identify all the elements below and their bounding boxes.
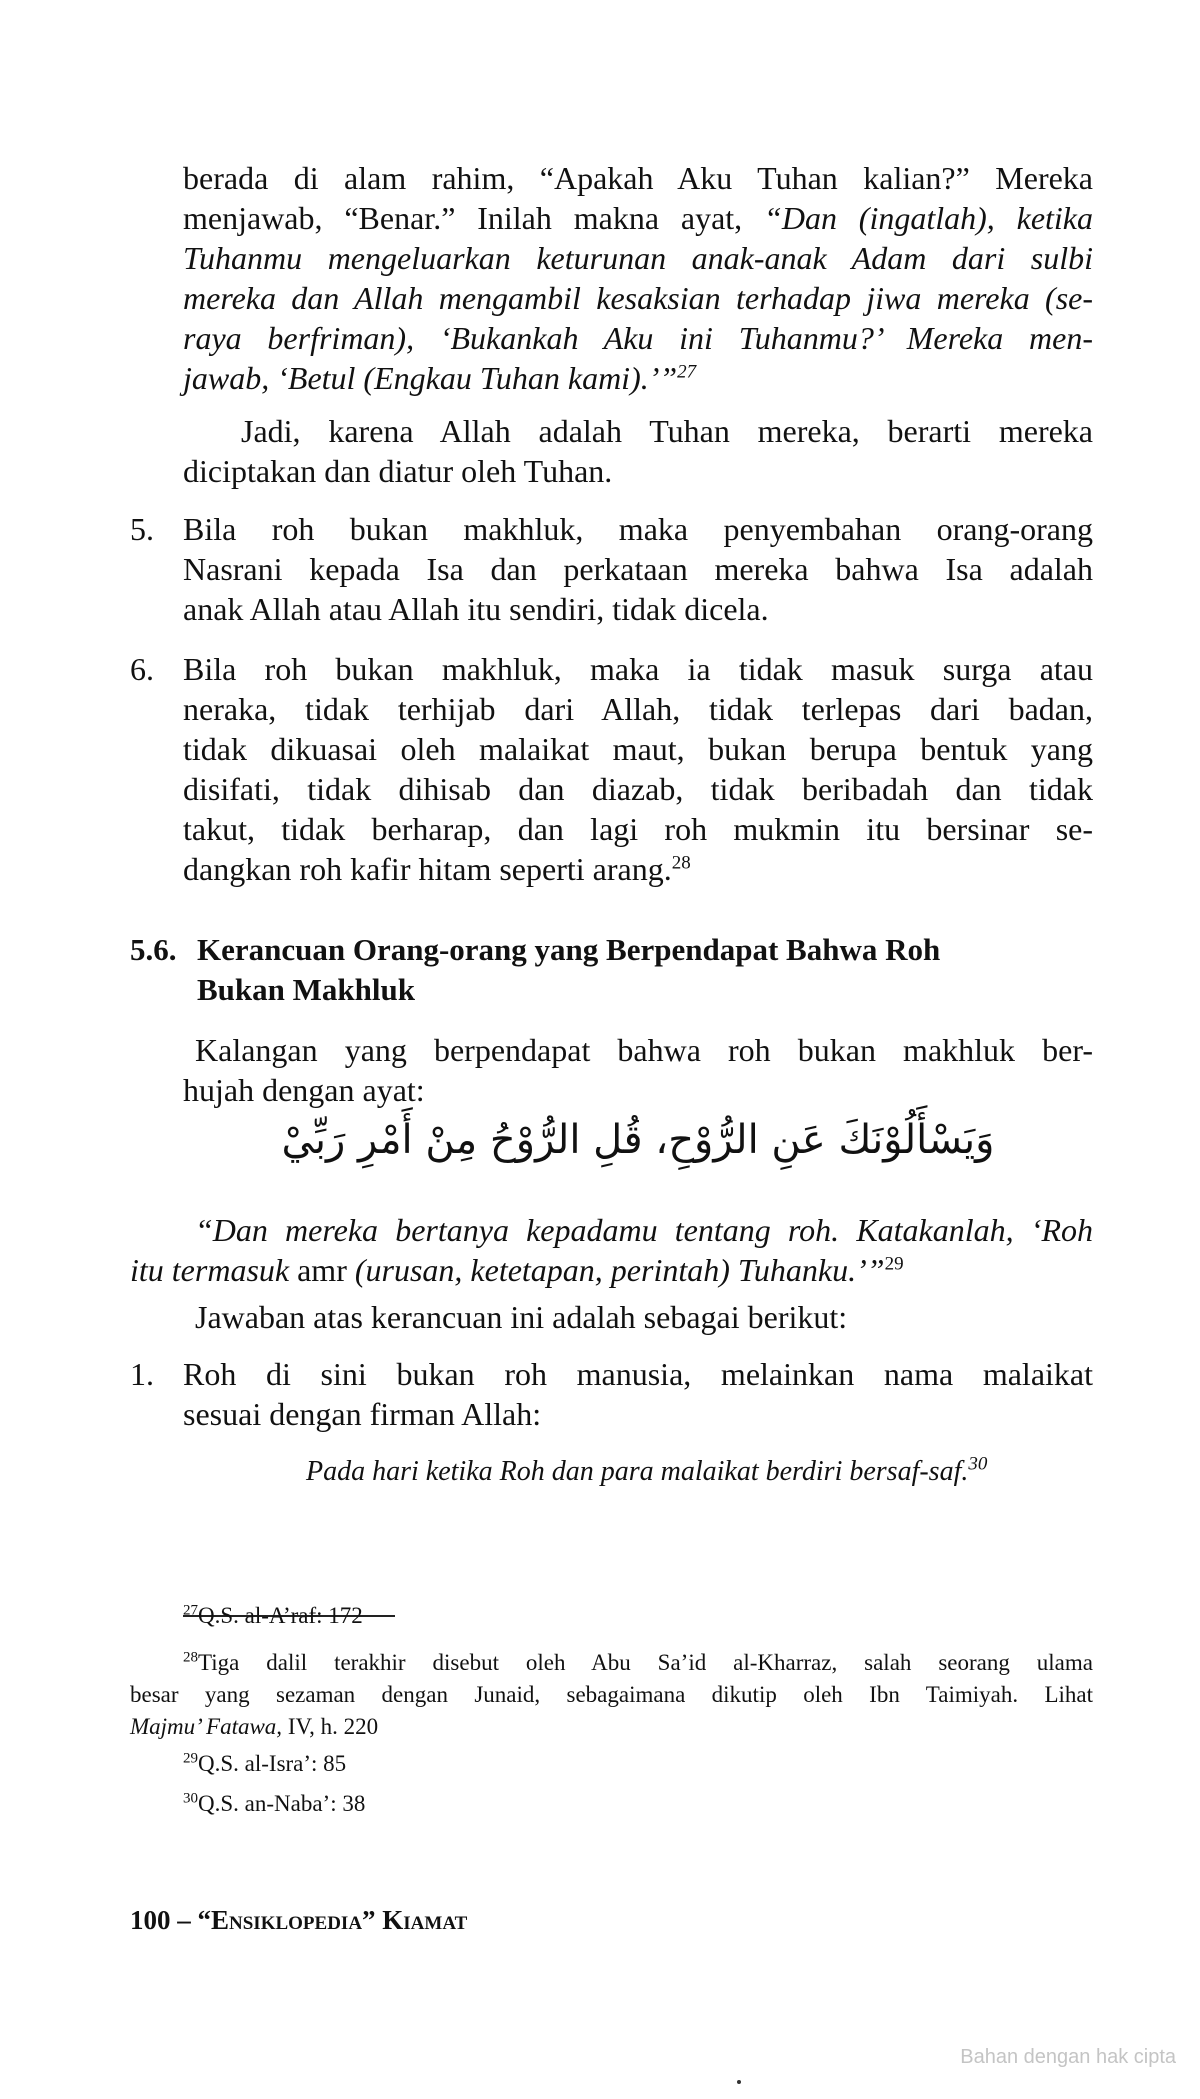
text-line: disifati, tidak dihisab dan diazab, tidak beribadah dan tidak xyxy=(183,771,1093,807)
list-number: 1. xyxy=(130,1356,154,1392)
list-item-6 xyxy=(183,649,1093,889)
text-line: Bila roh bukan makhluk, maka penyembahan orang-orang xyxy=(183,511,1093,547)
footnote-30: $^{30}$Q.S. an-Naba’: 38 xyxy=(183,1790,366,1816)
text-line: “Dan mereka bertanya kepadamu tentang roh. Katakanlah, ‘Roh xyxy=(195,1212,1093,1248)
paragraph-jawaban xyxy=(183,1297,1093,1337)
section-title-line: Kerancuan Orang-orang yang Berpendapat Bahwa Roh xyxy=(197,932,941,967)
text-line: berada di alam rahim, “Apakah Aku Tuhan kalian?” Mereka xyxy=(183,160,1093,196)
page-number: 100 xyxy=(130,1905,171,1935)
paragraph-continuation xyxy=(183,158,1093,398)
text-line: takut, tidak berharap, dan lagi roh mukmin itu bersinar se- xyxy=(183,811,1093,847)
paragraph-kalangan xyxy=(183,1030,1093,1110)
text-line: neraka, tidak terhijab dari Allah, tidak terlepas dari badan, xyxy=(183,691,1093,727)
text-line: itu termasuk amr (urusan, ketetapan, perintah) Tuhanku.’”$^{29}$ xyxy=(130,1252,904,1288)
quran-quote-line: Tuhanmu mengeluarkan keturunan anak-anak Adam dari sulbi xyxy=(183,240,1093,276)
quran-quote-line: jawab, ‘Betul (Engkau Tuhan kami).’”$^{27}$ xyxy=(183,360,697,396)
section-heading xyxy=(130,930,1093,1010)
block-quote xyxy=(306,1452,1086,1492)
quran-quote-line: raya berfriman), ‘Bukankah Aku ini Tuhanmu?’ Mereka men- xyxy=(183,320,1093,356)
text-line: Kalangan yang berpendapat bahwa roh bukan makhluk ber- xyxy=(195,1032,1093,1068)
list-number: 5. xyxy=(130,511,154,547)
footnote-29: $^{29}$Q.S. al-Isra’: 85 xyxy=(183,1750,347,1776)
text-line: dangkan roh kafir hitam seperti arang.$^{28}$ xyxy=(183,851,691,887)
scan-speck xyxy=(737,2080,741,2084)
footnote-28: $^{28}$Tiga dalil terakhir disebut oleh Abu Sa’id al-Kharraz, salah seorang ulama besar yang sezaman dengan Junaid, sebagaimana dikutip oleh Ibn Taimiyah. Lihat Majmu’ Fatawa, IV, h. 220 xyxy=(130,1649,1093,1739)
section-number: 5.6. xyxy=(130,932,177,967)
footnote-ref: 28 xyxy=(671,852,691,874)
text-line: diciptakan dan diatur oleh Tuhan. xyxy=(183,453,613,489)
book-title: “Ensiklopedia” Kiamat xyxy=(197,1905,468,1935)
text-line: hujah dengan ayat: xyxy=(183,1072,425,1108)
text-line: Roh di sini bukan roh manusia, melainkan nama malaikat xyxy=(183,1356,1093,1392)
footnote-ref: 27 xyxy=(677,361,697,383)
text-line: Nasrani kepada Isa dan perkataan mereka bahwa Isa adalah xyxy=(183,551,1093,587)
quran-quote-line: mereka dan Allah mengambil kesaksian terhadap jiwa mereka (se- xyxy=(183,280,1093,316)
list-item-5 xyxy=(183,509,1093,629)
arabic-verse: وَيَسْأَلُوْنَكَ عَنِ الرُّوْحِ، قُلِ الرُّوْحُ مِنْ أَمْرِ رَبِّيْ xyxy=(281,1117,995,1163)
page-footer: 100 – “Ensiklopedia” Kiamat xyxy=(130,1905,468,1935)
text-line: anak Allah atau Allah itu sendiri, tidak dicela. xyxy=(183,591,769,627)
text-line: Jawaban atas kerancuan ini adalah sebagai berikut: xyxy=(195,1299,848,1335)
copyright-watermark: Bahan dengan hak cipta xyxy=(960,2046,1176,2068)
paragraph-jadi xyxy=(183,411,1093,491)
list-number: 6. xyxy=(130,651,154,687)
section-title-line: Bukan Makhluk xyxy=(197,972,415,1007)
text-line: Jadi, karena Allah adalah Tuhan mereka, berarti mereka xyxy=(241,413,1093,449)
footnote-27: $^{27}$Q.S. al-A’raf: 172 xyxy=(183,1602,363,1628)
text-line: menjawab, “Benar.” Inilah makna ayat, “Dan (ingatlah), ketika xyxy=(183,200,1094,236)
text-line: tidak dikuasai oleh malaikat maut, bukan berupa bentuk yang xyxy=(183,731,1093,767)
footnote-ref: 29 xyxy=(884,1253,904,1275)
verse-translation xyxy=(130,1210,1093,1290)
list-item-1 xyxy=(183,1354,1093,1434)
text-line: Bila roh bukan makhluk, maka ia tidak masuk surga atau xyxy=(183,651,1093,687)
footnote-ref: 30 xyxy=(968,1453,988,1475)
text-line: sesuai dengan firman Allah: xyxy=(183,1396,542,1432)
text-line: Pada hari ketika Roh dan para malaikat berdiri bersaf-saf.$^{30}$ xyxy=(306,1453,988,1487)
